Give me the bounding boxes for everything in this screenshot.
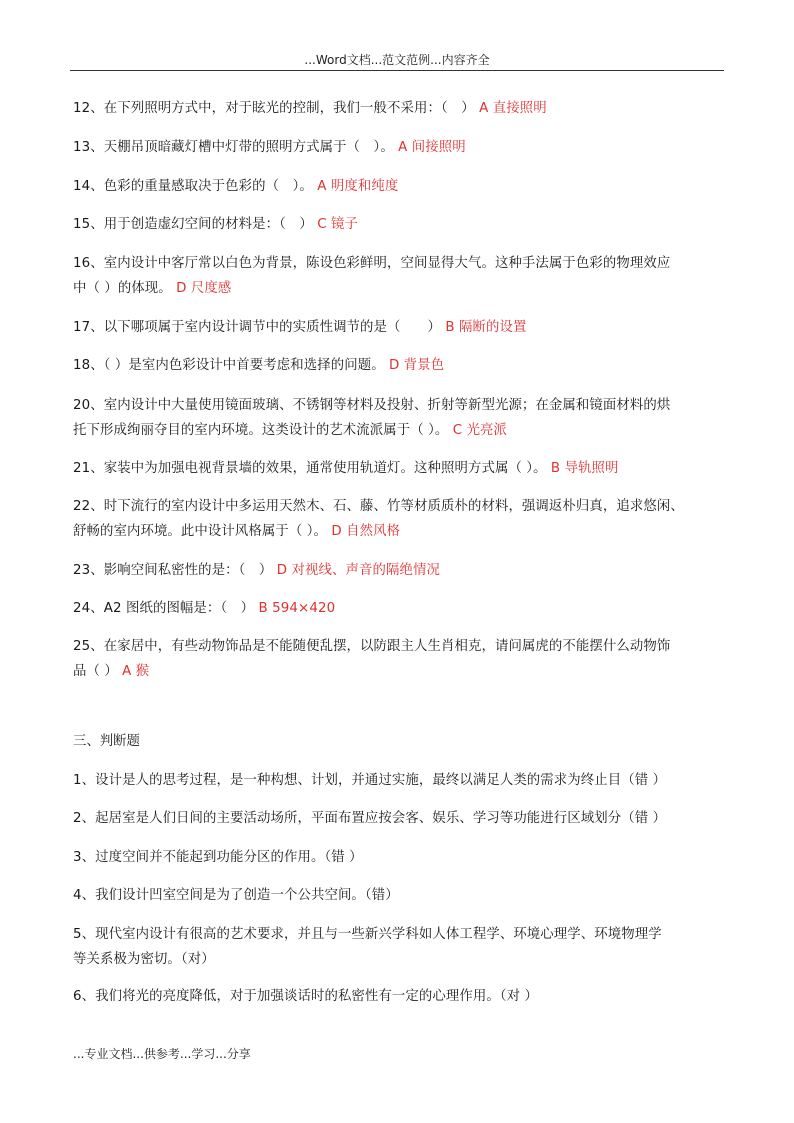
judgment-line: 5、现代室内设计有很高的艺术要求，并且与一些新兴学科如人体工程学、环境心理学、环境物理学 xyxy=(73,927,662,942)
question-line xyxy=(73,97,733,122)
question-line xyxy=(73,597,733,622)
answer-text: A 直接照明 xyxy=(474,101,547,116)
question-line xyxy=(73,175,733,200)
question-text: 18、（ ）是室内色彩设计中首要考虑和选择的问题。 xyxy=(73,358,385,373)
question-line xyxy=(73,635,733,660)
answer-text: A 明度和纯度 xyxy=(312,179,399,194)
question-line xyxy=(73,136,733,161)
question-text: 12、在下列照明方式中，对于眩光的控制，我们一般不采用：（ ） xyxy=(73,101,475,116)
answer-text: A 猴 xyxy=(117,663,150,679)
question-text: 14、色彩的重量感取决于色彩的（ ）。 xyxy=(73,179,313,194)
question-item xyxy=(73,316,733,341)
question-text: 24、A2 图纸的图幅是：（ ） xyxy=(73,601,255,616)
question-text: 16、室内设计中客厅常以白色为背景，陈设色彩鲜明，空间显得大气。这种手法属于色彩的物理效应 xyxy=(73,256,671,271)
question-text: 舒畅的室内环境。此中设计风格属于（ ）。 xyxy=(73,523,327,539)
question-item xyxy=(73,354,733,379)
question-item xyxy=(73,252,733,301)
question-line xyxy=(73,495,733,520)
question-item xyxy=(73,394,733,443)
judgment-line: 3、过度空间并不能起到功能分区的作用。（错 ） xyxy=(73,850,363,865)
question-line xyxy=(73,252,733,277)
question-line xyxy=(73,213,733,238)
judgment-line: 4、我们设计凹室空间是为了创造一个公共空间。（错） xyxy=(73,888,399,903)
answer-text: C 镜子 xyxy=(312,217,359,232)
judgment-line: 等关系极为密切。（对） xyxy=(73,951,215,967)
judgment-line: 2、起居室是人们日间的主要活动场所，平面布置应按会客、娱乐、学习等功能进行区域划分（错 ） xyxy=(73,811,667,826)
question-text: 23、影响空间私密性的是：（ ） xyxy=(73,563,273,578)
answer-text: B 导轨照明 xyxy=(546,461,619,476)
judgment-item xyxy=(73,884,733,909)
judgment-line: 6、我们将光的亮度降低，对于加强谈话时的私密性有一定的心理作用。（对 ） xyxy=(73,989,538,1004)
question-item xyxy=(73,136,733,161)
answer-text: D 自然风格 xyxy=(326,523,401,539)
answer-text: D 背景色 xyxy=(384,358,445,373)
question-line xyxy=(73,354,733,379)
answer-text: B 隔断的设置 xyxy=(441,320,527,335)
judgment-item xyxy=(73,846,733,871)
judgment-line: 1、设计是人的思考过程，是一种构想、计划，并通过实施，最终以满足人类的需求为终止目（错 ） xyxy=(73,773,667,788)
page-header: ...Word文档...范文范例...内容齐全 xyxy=(304,53,490,67)
judgment-item xyxy=(73,769,733,794)
question-line xyxy=(73,277,733,302)
question-item xyxy=(73,213,733,238)
question-line xyxy=(73,457,733,482)
question-text: 17、以下哪项属于室内设计调节中的实质性调节的是（ ） xyxy=(73,320,441,335)
answer-text: D 对视线、声音的隔绝情况 xyxy=(272,563,440,578)
question-line xyxy=(73,316,733,341)
question-text: 21、家装中为加强电视背景墙的效果，通常使用轨道灯。这种照明方式属（ ）。 xyxy=(73,461,547,476)
section-title: 三、判断题 xyxy=(73,734,140,749)
question-item xyxy=(73,635,733,684)
question-text: 22、时下流行的室内设计中多运用天然木、石、藤、竹等材质质朴的材料，强调返朴归真，追求悠闲、 xyxy=(73,499,684,514)
question-text: 20、室内设计中大量使用镜面玻璃、不锈钢等材料及投射、折射等新型光源；在金属和镜面材料的烘 xyxy=(73,398,671,413)
question-text: 13、天棚吊顶暗藏灯槽中灯带的照明方式属于（ ）。 xyxy=(73,140,394,155)
question-text: 中（ ）的体现。 xyxy=(73,280,172,296)
question-text: 15、用于创造虚幻空间的材料是：（ ） xyxy=(73,217,313,232)
judgment-item xyxy=(73,807,733,832)
question-item xyxy=(73,175,733,200)
question-line xyxy=(73,520,733,545)
answer-text: C 光亮派 xyxy=(448,422,508,438)
question-line xyxy=(73,660,733,685)
judgment-item xyxy=(73,923,733,972)
question-item xyxy=(73,597,733,622)
page-footer: ...专业文档...供参考...学习...分享 xyxy=(73,1047,251,1061)
question-item xyxy=(73,457,733,482)
question-line xyxy=(73,559,733,584)
answer-text: A 间接照明 xyxy=(393,140,466,155)
question-line xyxy=(73,394,733,419)
header-rule xyxy=(70,70,724,71)
judgment-item xyxy=(73,985,733,1010)
question-item xyxy=(73,495,733,544)
answer-text: B 594×420 xyxy=(254,601,336,616)
question-text: 25、在家居中，有些动物饰品是不能随便乱摆，以防跟主人生肖相克，请问属虎的不能摆什么动物饰 xyxy=(73,639,671,654)
question-item xyxy=(73,97,733,122)
question-item xyxy=(73,559,733,584)
answer-text: D 尺度感 xyxy=(171,280,232,296)
question-line xyxy=(73,419,733,444)
question-text: 品（ ） xyxy=(73,663,118,679)
question-text: 托下形成绚丽夺目的室内环境。这类设计的艺术流派属于（ ）。 xyxy=(73,422,449,438)
